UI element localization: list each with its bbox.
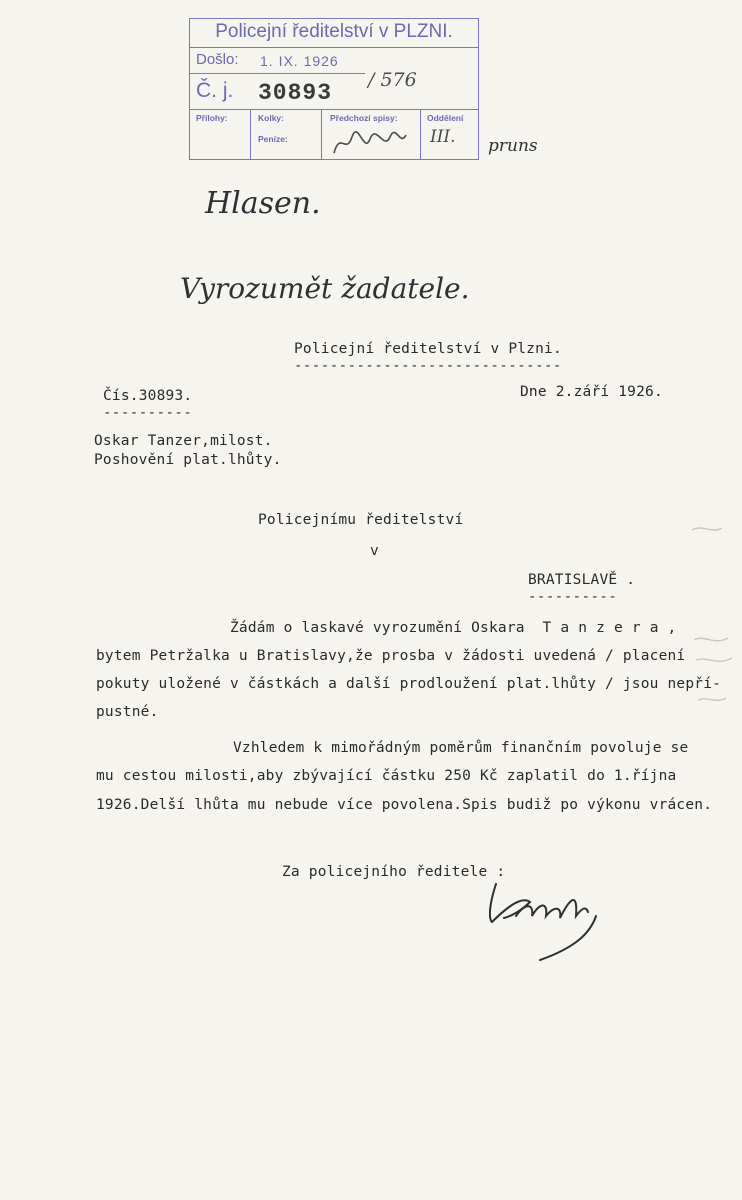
stamp-doslo-label: Došlo: <box>196 51 239 68</box>
paragraph-1-line-3: pokuty uložené v částkách a další prodloužení plat.lhůty / jsou nepří- <box>96 676 722 692</box>
stamp-penize: Peníze: <box>258 134 288 144</box>
stamp-divider <box>420 109 421 159</box>
letter-date: Dne 2.září 1926. <box>520 384 663 400</box>
stamp-divider <box>321 109 322 159</box>
subject-line-1: Oskar Tanzer,milost. <box>94 433 273 449</box>
stamp-title: Policejní ředitelství v PLZNI. <box>215 21 453 42</box>
margin-bleed-marks-icon <box>688 520 742 710</box>
stamp-prilohy: Přílohy: <box>196 113 228 123</box>
handwritten-note-1: Hlasen. <box>205 186 321 221</box>
stamp-divider <box>250 109 251 159</box>
reference-number: Čís.30893. <box>103 388 193 404</box>
stamp-scribble-icon <box>330 125 410 159</box>
paragraph-1-line-4: pustné. <box>96 704 159 720</box>
letter-heading: Policejní ředitelství v Plzni. <box>294 341 562 357</box>
paragraph-2-line-1: Vzhledem k mimořádným poměrům finančním povoluje se <box>233 740 689 756</box>
reference-underline: ---------- <box>103 405 193 421</box>
stamp-divider <box>190 109 478 110</box>
addressee-line-1: Policejnímu ředitelství <box>258 512 464 528</box>
paragraph-2-line-3: 1926.Delší lhůta mu nebude více povolena.Spis budiž po výkonu vrácen. <box>96 797 713 813</box>
handwritten-note-2: Vyrozumět žadatele. <box>180 272 470 305</box>
stamp-predchozi: Předchozí spisy: <box>330 113 398 123</box>
city-underline: ---------- <box>528 589 618 605</box>
stamp-oddeleni: Oddělení <box>427 113 464 123</box>
stamp-cj-label: Č. j. <box>196 79 234 102</box>
stamp-cj-handwritten: / 576 <box>368 69 417 91</box>
receipt-stamp <box>189 18 479 160</box>
margin-handwritten-note: pruns <box>488 136 538 156</box>
paragraph-1-line-1: Žádám o laskavé vyrozumění Oskara T a n z e r a , <box>230 620 677 636</box>
stamp-doslo-date: 1. IX. 1926 <box>260 53 339 69</box>
signature-icon <box>482 872 612 967</box>
addressee-city: BRATISLAVĚ . <box>528 572 636 588</box>
stamp-oddeleni-value: III. <box>430 127 456 147</box>
heading-underline: ------------------------------ <box>294 358 562 374</box>
stamp-divider <box>190 73 365 74</box>
paragraph-2-line-2: mu cestou milosti,aby zbývající částku 250 Kč zaplatil do 1.října <box>96 768 677 784</box>
subject-line-2: Poshovění plat.lhůty. <box>94 452 282 468</box>
closing-line: Za policejního ředitele : <box>282 864 506 880</box>
stamp-kolky: Kolky: <box>258 113 284 123</box>
paragraph-1-line-2: bytem Petržalka u Bratislavy,že prosba v žádosti uvedená / placení <box>96 648 686 664</box>
addressee-line-2: v <box>370 543 379 559</box>
stamp-cj-number: 30893 <box>258 80 333 106</box>
stamp-divider <box>190 47 478 48</box>
